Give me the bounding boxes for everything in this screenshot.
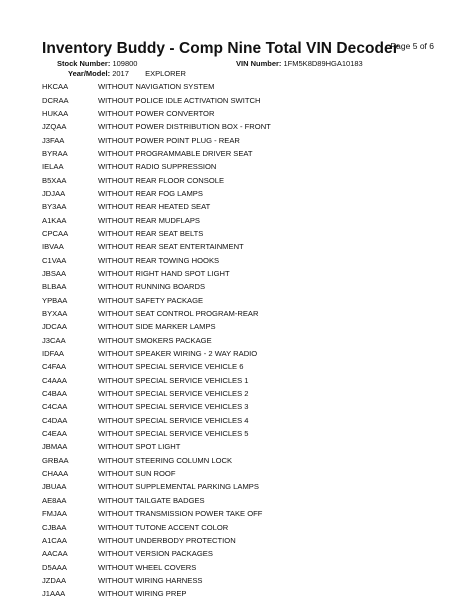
option-description: WITHOUT REAR HEATED SEAT bbox=[98, 202, 211, 212]
option-code: DCRAA bbox=[42, 95, 69, 105]
option-description: WITHOUT POLICE IDLE ACTIVATION SWITCH bbox=[98, 95, 261, 105]
year-model-field bbox=[68, 69, 186, 78]
list-item bbox=[42, 547, 271, 560]
list-item bbox=[42, 360, 271, 373]
option-description: WITHOUT UNDERBODY PROTECTION bbox=[98, 535, 236, 545]
page-number: Page 5 of 6 bbox=[390, 41, 434, 51]
year-model-label: Year/Model: bbox=[68, 69, 111, 78]
list-item bbox=[42, 294, 271, 307]
page-title: Inventory Buddy - Comp Nine Total VIN Decoder bbox=[42, 40, 399, 57]
option-code: C4CAA bbox=[42, 402, 68, 412]
list-item bbox=[42, 374, 271, 387]
option-description: WITHOUT WHEEL COVERS bbox=[98, 562, 197, 572]
list-item bbox=[42, 187, 271, 200]
option-description: WITHOUT SPECIAL SERVICE VEHICLE 6 bbox=[98, 362, 244, 372]
option-code: C4FAA bbox=[42, 362, 67, 372]
option-description: WITHOUT POWER POINT PLUG - REAR bbox=[98, 135, 240, 145]
option-description: WITHOUT SPEAKER WIRING - 2 WAY RADIO bbox=[98, 349, 258, 359]
option-description: WITHOUT TUTONE ACCENT COLOR bbox=[98, 522, 229, 532]
option-code: AE8AA bbox=[42, 495, 67, 505]
list-item bbox=[42, 560, 271, 573]
option-description: WITHOUT RIGHT HAND SPOT LIGHT bbox=[98, 268, 230, 278]
option-code-list bbox=[42, 80, 271, 600]
option-description: WITHOUT SPECIAL SERVICE VEHICLES 3 bbox=[98, 402, 249, 412]
option-code: HUKAA bbox=[42, 108, 69, 118]
list-item bbox=[42, 454, 271, 467]
option-code: JZQAA bbox=[42, 122, 67, 132]
option-code: JBSAA bbox=[42, 268, 67, 278]
option-description: WITHOUT SPECIAL SERVICE VEHICLES 5 bbox=[98, 429, 249, 439]
option-description: WITHOUT TAILGATE BADGES bbox=[98, 495, 205, 505]
option-code: JBUAA bbox=[42, 482, 67, 492]
option-description: WITHOUT POWER CONVERTOR bbox=[98, 108, 215, 118]
list-item bbox=[42, 440, 271, 453]
list-item bbox=[42, 200, 271, 213]
option-code: BY3AA bbox=[42, 202, 67, 212]
model-value: EXPLORER bbox=[145, 69, 186, 78]
option-description: WITHOUT SPECIAL SERVICE VEHICLES 4 bbox=[98, 415, 249, 425]
list-item bbox=[42, 587, 271, 600]
option-description: WITHOUT REAR TOWING HOOKS bbox=[98, 255, 220, 265]
list-item bbox=[42, 120, 271, 133]
option-description: WITHOUT TRANSMISSION POWER TAKE OFF bbox=[98, 509, 263, 519]
option-code: BLBAA bbox=[42, 282, 67, 292]
option-code: J3CAA bbox=[42, 335, 66, 345]
list-item bbox=[42, 467, 271, 480]
option-code: A1KAA bbox=[42, 215, 67, 225]
option-description: WITHOUT SMOKERS PACKAGE bbox=[98, 335, 212, 345]
option-description: WITHOUT RADIO SUPPRESSION bbox=[98, 162, 217, 172]
stock-number-label: Stock Number: bbox=[57, 59, 111, 68]
list-item bbox=[42, 173, 271, 186]
option-code: JDCAA bbox=[42, 322, 67, 332]
list-item bbox=[42, 80, 271, 93]
option-code: C4AAA bbox=[42, 375, 67, 385]
list-item bbox=[42, 267, 271, 280]
option-code: GRBAA bbox=[42, 455, 69, 465]
vin-number-value: 1FM5K8D89HGA10183 bbox=[283, 59, 363, 68]
option-code: A1CAA bbox=[42, 535, 67, 545]
option-code: B5XAA bbox=[42, 175, 67, 185]
option-description: WITHOUT RUNNING BOARDS bbox=[98, 282, 206, 292]
option-description: WITHOUT SUPPLEMENTAL PARKING LAMPS bbox=[98, 482, 259, 492]
option-code: JDJAA bbox=[42, 188, 66, 198]
list-item bbox=[42, 240, 271, 253]
list-item bbox=[42, 320, 271, 333]
option-code: CHAAA bbox=[42, 469, 69, 479]
option-code: C1VAA bbox=[42, 255, 67, 265]
option-description: WITHOUT NAVIGATION SYSTEM bbox=[98, 82, 215, 92]
option-description: WITHOUT SIDE MARKER LAMPS bbox=[98, 322, 216, 332]
option-description: WITHOUT REAR SEAT BELTS bbox=[98, 228, 204, 238]
option-code: JBMAA bbox=[42, 442, 68, 452]
option-description: WITHOUT SPOT LIGHT bbox=[98, 442, 181, 452]
list-item bbox=[42, 307, 271, 320]
list-item bbox=[42, 347, 271, 360]
option-description: WITHOUT SEAT CONTROL PROGRAM-REAR bbox=[98, 309, 259, 319]
list-item bbox=[42, 520, 271, 533]
option-description: WITHOUT SPECIAL SERVICE VEHICLES 1 bbox=[98, 375, 249, 385]
option-code: C4DAA bbox=[42, 415, 68, 425]
option-code: J3FAA bbox=[42, 135, 65, 145]
list-item bbox=[42, 534, 271, 547]
option-description: WITHOUT PROGRAMMABLE DRIVER SEAT bbox=[98, 148, 253, 158]
list-item bbox=[42, 160, 271, 173]
option-code: C4EAA bbox=[42, 429, 67, 439]
option-code: AACAA bbox=[42, 549, 68, 559]
vin-number-label: VIN Number: bbox=[236, 59, 282, 68]
list-item bbox=[42, 107, 271, 120]
option-description: WITHOUT SPECIAL SERVICE VEHICLES 2 bbox=[98, 389, 249, 399]
option-description: WITHOUT SUN ROOF bbox=[98, 469, 176, 479]
list-item bbox=[42, 414, 271, 427]
option-description: WITHOUT REAR MUDFLAPS bbox=[98, 215, 200, 225]
option-code: IBVAA bbox=[42, 242, 64, 252]
option-code: FMJAA bbox=[42, 509, 67, 519]
list-item bbox=[42, 334, 271, 347]
vin-number-field bbox=[236, 59, 363, 68]
option-description: WITHOUT WIRING HARNESS bbox=[98, 575, 203, 585]
stock-number-value: 109800 bbox=[112, 59, 138, 68]
year-value: 2017 bbox=[112, 69, 129, 78]
list-item bbox=[42, 427, 271, 440]
stock-number-field bbox=[57, 59, 137, 68]
option-code: IELAA bbox=[42, 162, 64, 172]
list-item bbox=[42, 507, 271, 520]
option-code: IDFAA bbox=[42, 349, 64, 359]
option-description: WITHOUT SAFETY PACKAGE bbox=[98, 295, 204, 305]
list-item bbox=[42, 400, 271, 413]
list-item bbox=[42, 227, 271, 240]
list-item bbox=[42, 280, 271, 293]
list-item bbox=[42, 253, 271, 266]
option-code: BYRAA bbox=[42, 148, 68, 158]
list-item bbox=[42, 133, 271, 146]
option-code: C4BAA bbox=[42, 389, 67, 399]
option-description: WITHOUT WIRING PREP bbox=[98, 589, 187, 599]
option-code: BYXAA bbox=[42, 309, 68, 319]
option-code: CPCAA bbox=[42, 228, 69, 238]
option-description: WITHOUT POWER DISTRIBUTION BOX - FRONT bbox=[98, 122, 271, 132]
list-item bbox=[42, 147, 271, 160]
option-description: WITHOUT REAR SEAT ENTERTAINMENT bbox=[98, 242, 244, 252]
list-item bbox=[42, 494, 271, 507]
option-code: JZDAA bbox=[42, 575, 67, 585]
list-item bbox=[42, 213, 271, 226]
list-item bbox=[42, 480, 271, 493]
option-description: WITHOUT REAR FLOOR CONSOLE bbox=[98, 175, 225, 185]
option-description: WITHOUT REAR FOG LAMPS bbox=[98, 188, 203, 198]
option-description: WITHOUT VERSION PACKAGES bbox=[98, 549, 213, 559]
option-description: WITHOUT STEERING COLUMN LOCK bbox=[98, 455, 233, 465]
option-code: YPBAA bbox=[42, 295, 68, 305]
list-item bbox=[42, 387, 271, 400]
option-code: D5AAA bbox=[42, 562, 67, 572]
list-item bbox=[42, 93, 271, 106]
option-code: HKCAA bbox=[42, 82, 69, 92]
option-code: J1AAA bbox=[42, 589, 66, 599]
list-item bbox=[42, 574, 271, 587]
option-code: CJBAA bbox=[42, 522, 67, 532]
